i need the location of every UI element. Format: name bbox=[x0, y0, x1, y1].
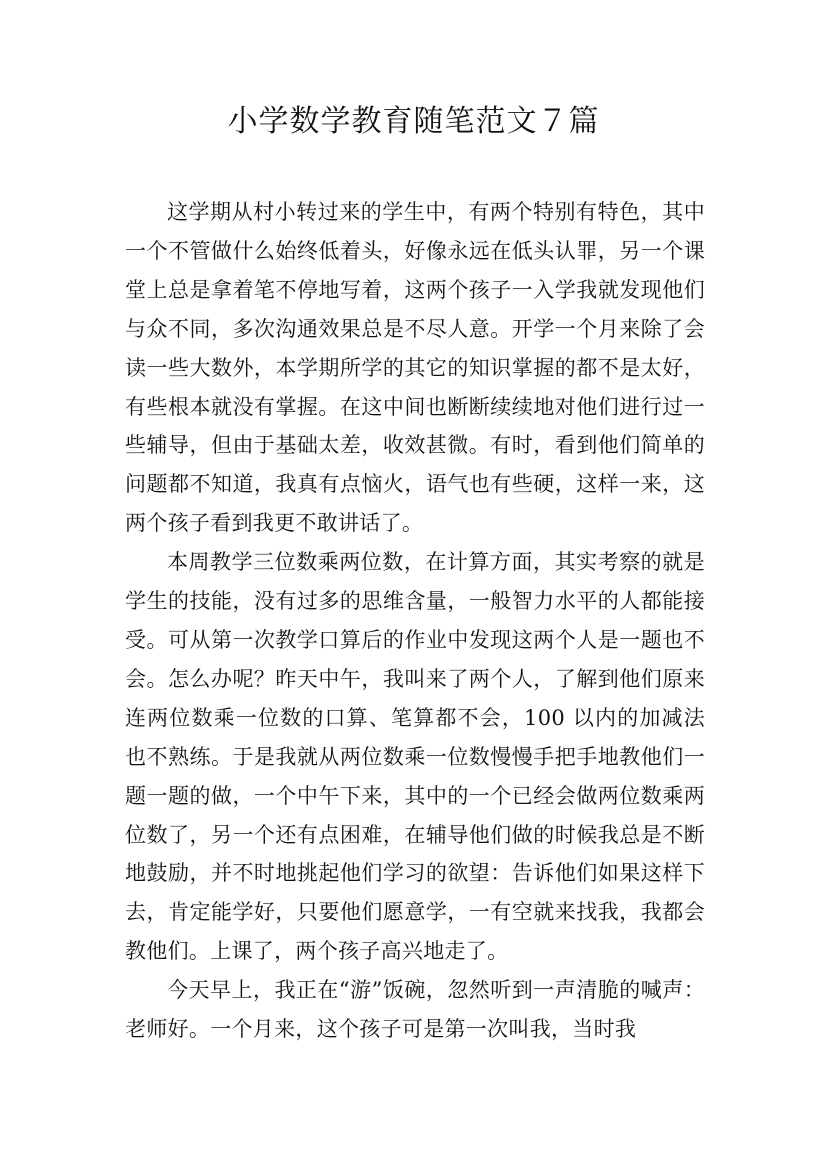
paragraph-3: 今天早上，我正在“游”饭碗，忽然听到一声清脆的喊声：老师好。一个月来，这个孩子可是第一次叫我，当时我 bbox=[125, 978, 705, 1042]
paragraph-2: 本周教学三位数乘两位数，在计算方面，其实考察的就是学生的技能，没有过多的思维含量，一般智力水平的人都能接受。可从第一次教学口算后的作业中发现这两个人是一题也不会。怎么办呢？昨天中午，我叫来了两个人，了解到他们原来连两位数乘一位数的口算、笔算都不会，100 以内的加减法也不熟练。于是我就从两位数乘一位数慢慢手把手地教他们一题一题的做，一个中午下来，其中的一个已经会做两位数乘两位数了，另一个还有点困难，在辅导他们做的时候我总是不断地鼓励，并不时地挑起他们学习的欲望：告诉他们如果这样下去，肯定能学好，只要他们愿意学，一有空就来找我，我都会教他们。上课了，两个孩子高兴地走了。 bbox=[125, 550, 705, 964]
paragraph-1: 这学期从村小转过来的学生中，有两个特别有特色，其中一个不管做什么始终低着头，好像永远在低头认罪，另一个课堂上总是拿着笔不停地写着，这两个孩子一入学我就发现他们与众不同，多次沟通效果总是不尽人意。开学一个月来除了会读一些大数外，本学期所学的其它的知识掌握的都不是太好，有些根本就没有掌握。在这中间也断断续续地对他们进行过一些辅导，但由于基础太差，收效甚微。有时，看到他们简单的问题都不知道，我真有点恼火，语气也有些硬，这样一来，这两个孩子看到我更不敢讲话了。 bbox=[125, 200, 705, 536]
document-title: 小学数学教育随笔范文７篇 bbox=[227, 104, 600, 139]
document-body bbox=[125, 193, 705, 1049]
